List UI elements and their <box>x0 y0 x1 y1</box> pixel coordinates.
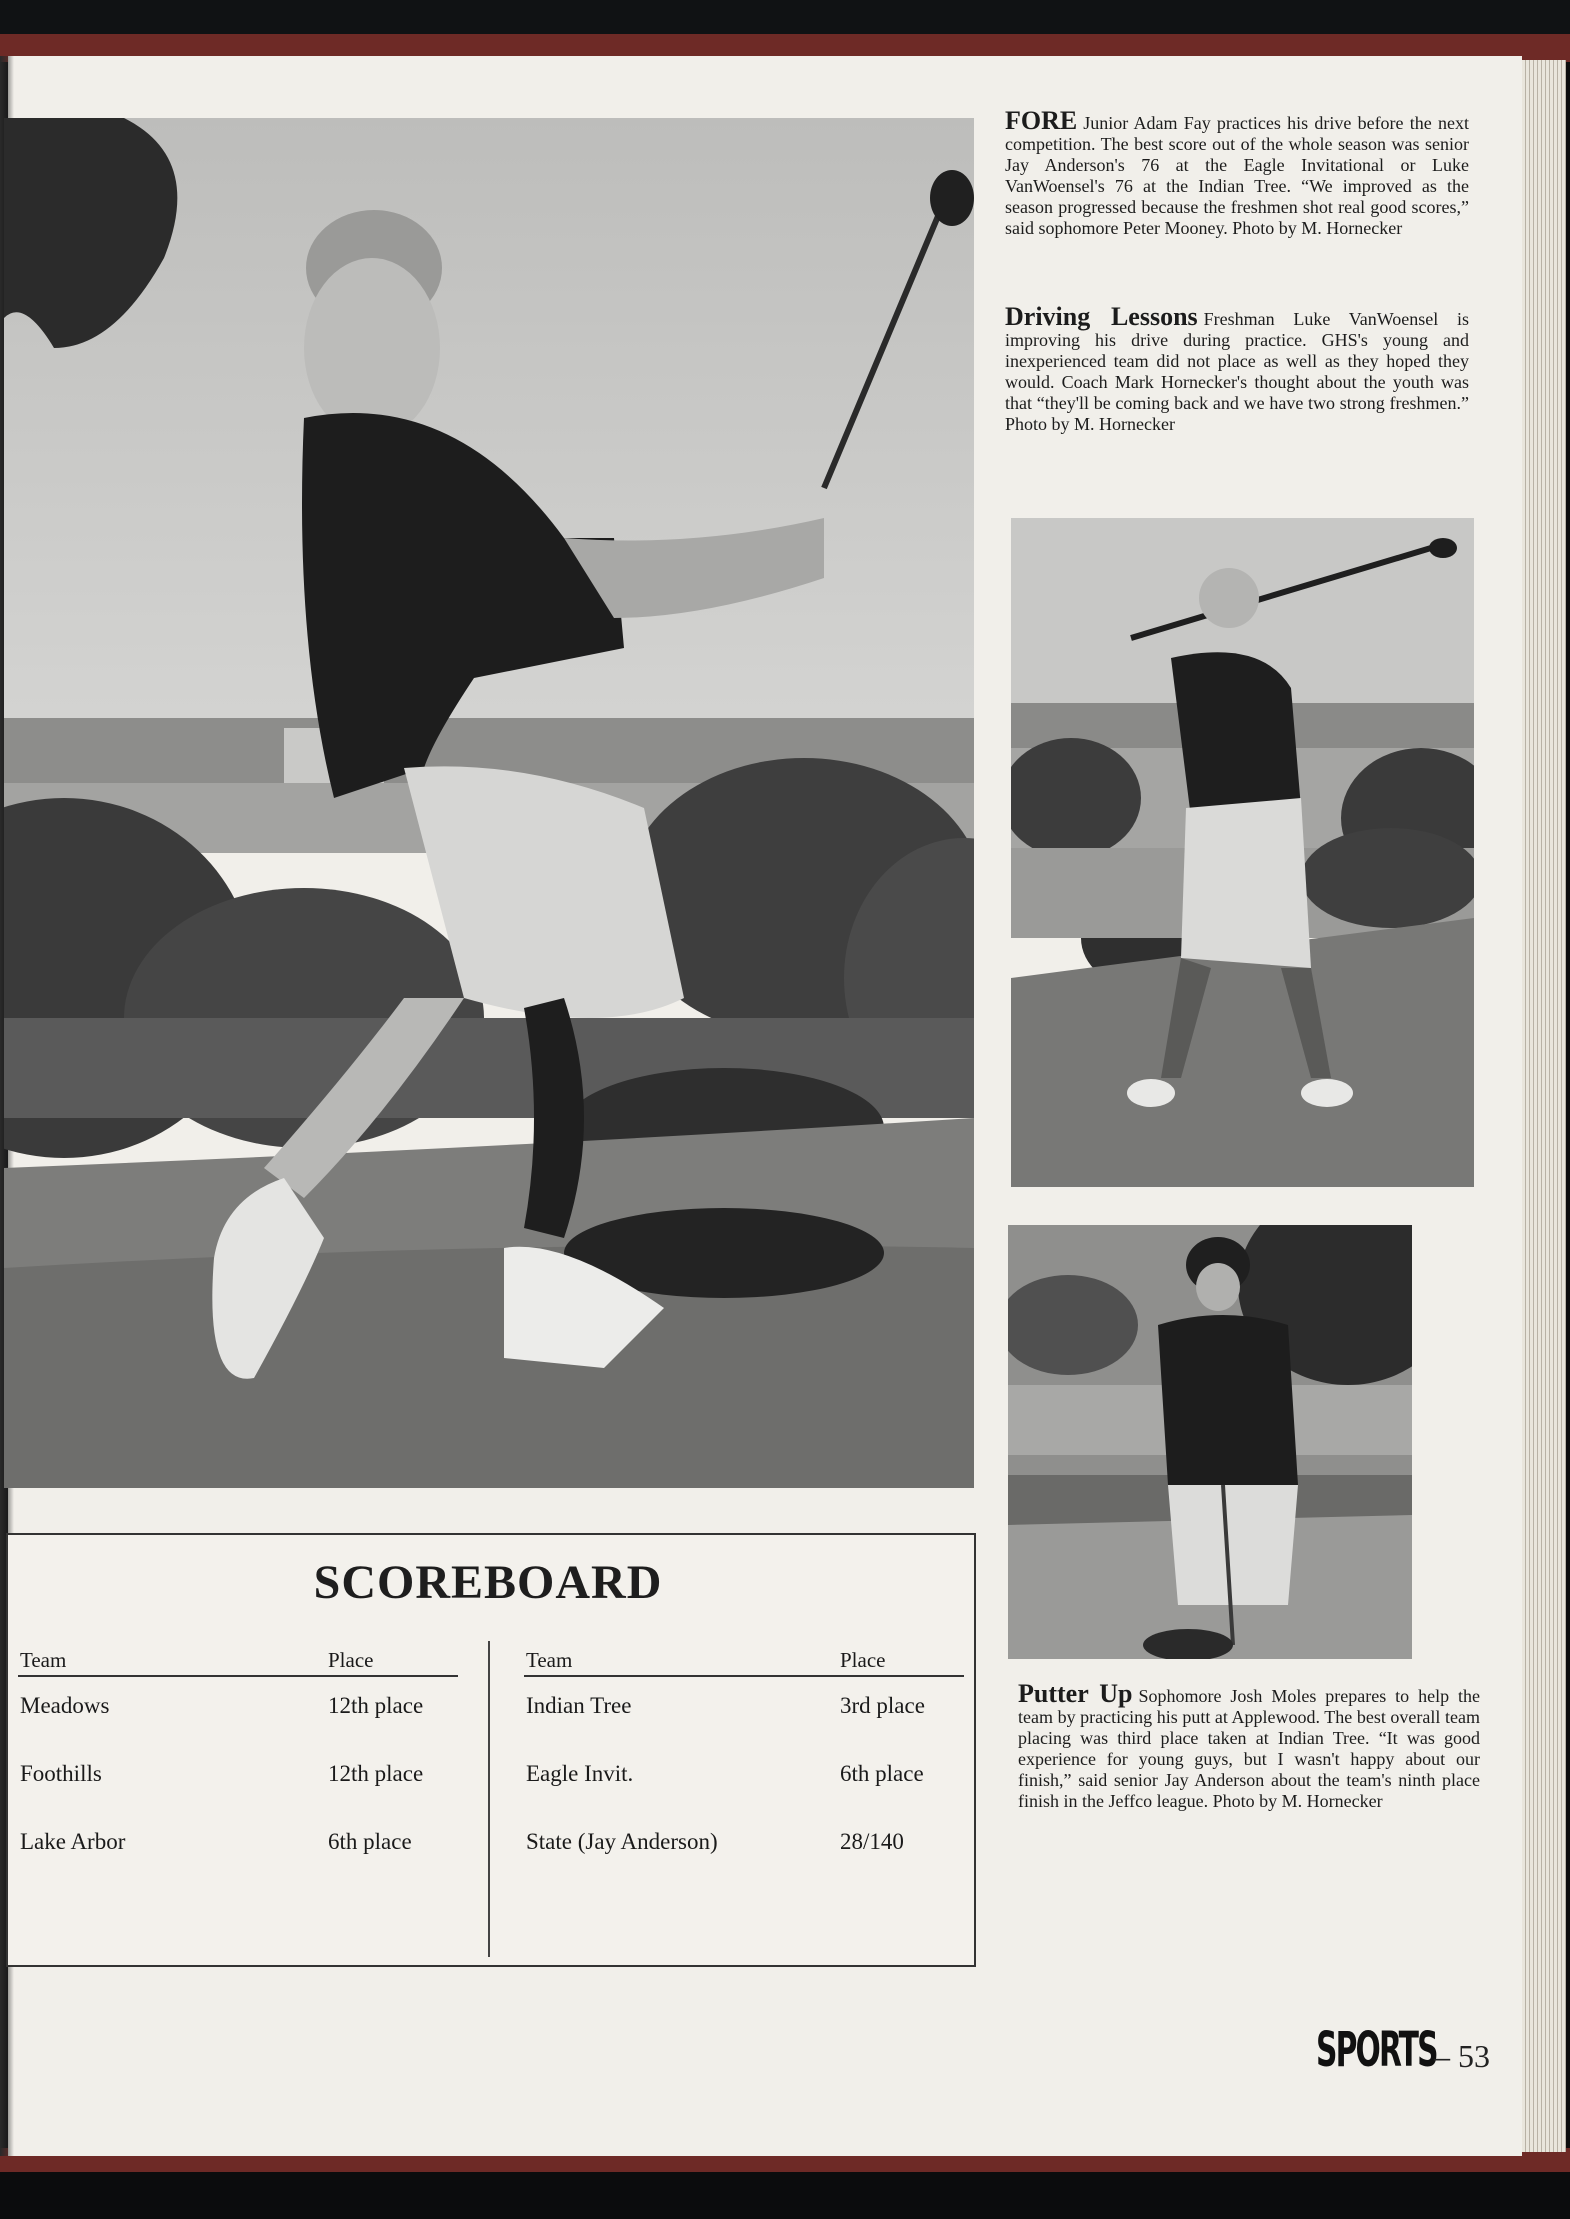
scoreboard-row <box>18 1677 458 1745</box>
caption-driving-lessons <box>1005 302 1470 435</box>
scoreboard-header <box>524 1647 964 1677</box>
caption-fore-text: Junior Adam Fay practices his drive before the next competition. The best score out of the whole season was senior Jay Anderson's 76 at the Eagle Invitational or Luke VanWoensel's 76 at the Indian Tree. “We improved as the season progressed because the freshmen shot real good scores,” said sophomore Peter Mooney. Photo by M. Hornecker <box>1005 113 1469 238</box>
row-place: 3rd place <box>840 1693 925 1718</box>
caption-driving-text: Freshman Luke VanWoensel is improving his drive during practice. GHS's young and inexperienced team did not place as well as they hoped they would. Coach Mark Hornecker's thought about the youth was that “they'll be coming back and we have two strong freshmen.” Photo by M. Hornecker <box>1005 309 1470 434</box>
scoreboard-row <box>18 1813 458 1881</box>
row-team: Foothills <box>20 1761 102 1786</box>
scoreboard-header <box>18 1647 458 1677</box>
photo-driving-lesson <box>1011 518 1474 1187</box>
header-place: Place <box>840 1648 886 1672</box>
scoreboard-row <box>524 1677 964 1745</box>
caption-driving-lead: Driving Lessons <box>1005 302 1198 331</box>
scoreboard-divider <box>488 1641 490 1957</box>
caption-fore-lead: FORE <box>1005 106 1078 135</box>
row-team: Eagle Invit. <box>526 1761 634 1786</box>
row-place: 12th place <box>328 1693 424 1718</box>
scoreboard-row <box>524 1745 964 1813</box>
scoreboard-column-left <box>18 1647 458 1881</box>
background-bottom <box>0 2172 1570 2219</box>
row-team: State (Jay Anderson) <box>526 1829 718 1854</box>
page-number: – 53 <box>1434 2038 1490 2074</box>
scoreboard-column-right <box>524 1647 964 1881</box>
row-team: Lake Arbor <box>20 1829 126 1854</box>
header-team: Team <box>526 1648 573 1672</box>
caption-fore <box>1005 106 1469 239</box>
row-place: 28/140 <box>840 1829 904 1854</box>
row-place: 6th place <box>840 1761 924 1786</box>
sports-section-logo: SPORTS <box>1316 2022 1437 2078</box>
scoreboard-row <box>524 1813 964 1881</box>
photo-putter-up <box>1008 1225 1412 1659</box>
header-team: Team <box>20 1648 67 1672</box>
photo-golfer-swing <box>4 118 974 1488</box>
row-place: 6th place <box>328 1829 412 1854</box>
caption-putter-lead: Putter Up <box>1018 1679 1133 1708</box>
scoreboard-row <box>18 1745 458 1813</box>
row-team: Indian Tree <box>526 1693 632 1718</box>
caption-putter-up <box>1018 1679 1480 1812</box>
header-place: Place <box>328 1648 374 1672</box>
scoreboard-title: SCOREBOARD <box>313 1556 663 1609</box>
row-team: Meadows <box>20 1693 110 1718</box>
background-top <box>0 0 1570 36</box>
scoreboard <box>6 1533 976 1967</box>
row-place: 12th place <box>328 1761 424 1786</box>
caption-putter-text: Sophomore Josh Moles prepares to help the team by practicing his putt at Applewood. The best overall team placing was third place taken at Indian Tree. “It was good experience for young guys, but I wasn't happy about our finish,” said senior Jay Anderson about the team's ninth place finish in the Jeffco league. Photo by M. Hornecker <box>1018 1686 1480 1811</box>
